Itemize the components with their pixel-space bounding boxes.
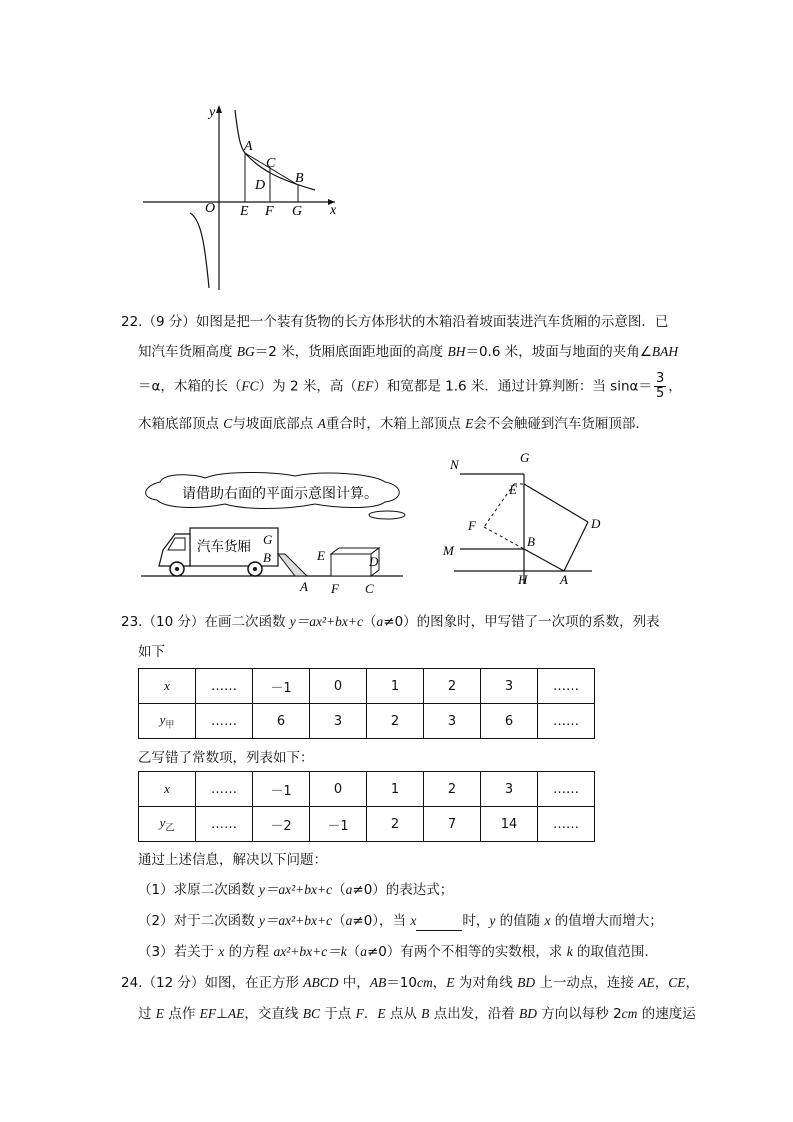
edge-ed	[524, 484, 588, 522]
thought-dot-1	[369, 511, 405, 519]
label-x: x	[330, 203, 337, 218]
table-row: $y_乙$ …… －2 －1 2 7 14 ……	[139, 807, 595, 842]
q22-text-1: 如图是把一个装有货物的长方体形状的木箱沿着坡面装进汽车货厢的示意图．已	[195, 314, 669, 330]
pic-label-g: G	[263, 532, 273, 547]
dashed-fb	[484, 527, 524, 549]
truck-label: 汽车货厢	[197, 539, 251, 555]
hyperbola-graph	[135, 95, 350, 295]
hyperbola-left-branch	[190, 213, 209, 288]
pic-label-f: F	[331, 581, 339, 596]
diag-label-g: G	[520, 450, 530, 465]
box-front	[331, 554, 371, 576]
edge-da	[564, 522, 588, 571]
pic-label-b: B	[263, 550, 271, 565]
q24-line2: 过 E 点作 EF⊥AE，交直线 BC 于点 F．E 点从 B 点出发，沿着 BD 方向以每秒 2cm 的速度运	[138, 1006, 696, 1022]
y-axis-arrow	[216, 105, 222, 113]
q22-line3: ＝α，木箱的长（FC）为 2 米，高（EF）和宽都是 1.6 米．通过计算判断：当 sinα＝ $\frac{3}{5}$ ，	[138, 371, 682, 401]
q23-intro: 通过上述信息，解决以下问题：	[138, 852, 327, 868]
diag-label-f: F	[468, 518, 476, 533]
diag-label-d: D	[591, 516, 601, 531]
q23-line1: 23.（10 分）在画二次函数 y＝ax²+bx+c（a≠0）的图象时，甲写错了一次项的系数，列表	[121, 614, 660, 630]
bubble-text: 请借助右面的平面示意图计算。	[182, 486, 378, 502]
pic-label-e: E	[317, 548, 325, 563]
table-row: x …… －1 0 1 2 3 ……	[139, 772, 595, 807]
q23-yi-text: 乙写错了常数项，列表如下：	[138, 750, 314, 766]
label-d: D	[255, 178, 266, 193]
q23-part3: （3）若关于 x 的方程 ax²+bx+c＝k（a≠0）有两个不相等的实数根，求 k 的取值范围．	[138, 944, 658, 960]
slope-ba	[524, 549, 564, 571]
q22-number: 22.	[121, 314, 143, 330]
q23-part1: （1）求原二次函数 y＝ax²+bx+c（a≠0）的表达式；	[138, 882, 454, 898]
diag-label-n: N	[450, 457, 459, 472]
diag-label-h: H	[518, 572, 528, 587]
q23-line2: 如下	[138, 644, 165, 660]
q22-score: （9 分）	[142, 314, 196, 330]
label-g: G	[292, 204, 303, 219]
label-b: B	[295, 171, 304, 186]
label-o: O	[205, 201, 216, 216]
label-y: y	[209, 105, 216, 120]
label-a: A	[244, 139, 253, 154]
q22-line1	[121, 312, 668, 332]
diag-label-m: M	[443, 543, 454, 558]
label-e: E	[240, 204, 249, 219]
answer-blank[interactable]	[416, 916, 462, 931]
ramp	[278, 554, 307, 576]
sin-fraction: $\frac{3}{5}$	[655, 371, 665, 401]
label-f: F	[265, 204, 274, 219]
table-jia	[138, 668, 595, 739]
table-yi	[138, 771, 595, 842]
q22-line4: 木箱底部顶点 C与坡面底部点 A重合时，木箱上部顶点 E会不会触碰到汽车货厢顶部．	[138, 416, 649, 432]
q22-line2: 知汽车货厢高度 BG＝2 米，货厢底面距地面的高度 BH＝0.6 米，坡面与地面的夹角∠BAH	[138, 344, 679, 360]
table-row: x …… －1 0 1 2 3 ……	[139, 669, 595, 704]
q23-part2: （2）对于二次函数 y＝ax²+bx+c（a≠0），当 x 时，y 的值随 x 的值增大而增大；	[138, 913, 663, 929]
label-c: C	[266, 156, 276, 171]
slope-diagram	[440, 448, 610, 588]
diag-label-a: A	[560, 572, 568, 587]
pic-label-a: A	[300, 579, 308, 594]
table-row: $y_甲$ …… 6 3 2 3 6 ……	[139, 704, 595, 739]
diag-label-e: E	[509, 482, 517, 497]
diag-label-b: B	[527, 534, 535, 549]
q24-line1: 24.（12 分）如图，在正方形 ABCD 中，AB＝10cm，E 为对角线 BD 上一动点，连接 AE，CE，	[121, 975, 699, 991]
pic-label-c: C	[365, 581, 374, 596]
truck-picture	[135, 470, 410, 600]
pic-label-d: D	[369, 554, 379, 569]
